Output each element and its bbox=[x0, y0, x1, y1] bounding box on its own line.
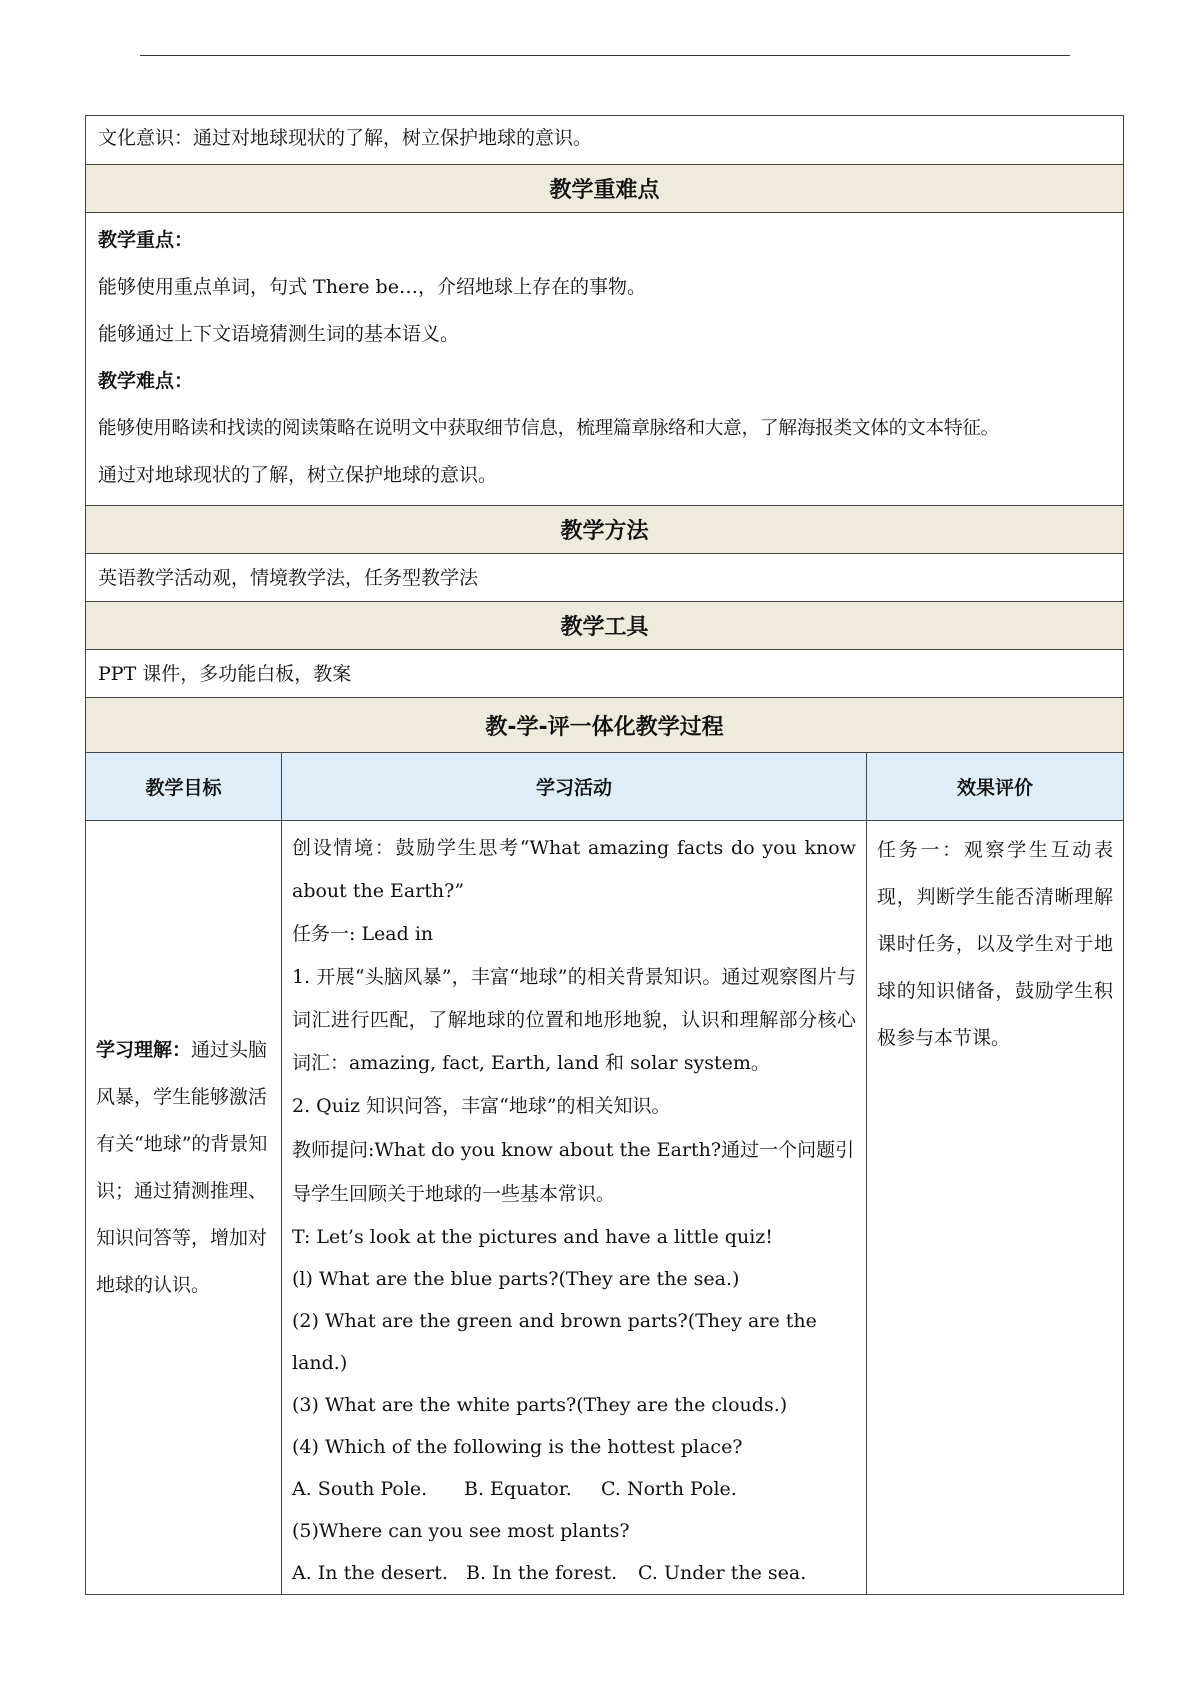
column-header-evaluation: 效果评价 bbox=[867, 753, 1124, 821]
focus-item: 能够通过上下文语境猜测生词的基本语义。 bbox=[98, 323, 460, 345]
key-points-row bbox=[86, 213, 1124, 506]
lesson-plan-table bbox=[85, 115, 1124, 1595]
section-title-key-points: 教学重难点 bbox=[86, 165, 1124, 213]
activity-line: 创设情境：鼓励学生思考“What amazing facts do you know about the Earth?” bbox=[292, 837, 856, 902]
lesson-plan-table-wrapper bbox=[85, 115, 1123, 1595]
activity-cell bbox=[282, 821, 867, 1595]
evaluation-cell: 任务一：观察学生互动表现，判断学生能否清晰理解课时任务，以及学生对于地球的知识储备，鼓励学生积极参与本节课。 bbox=[867, 821, 1124, 1595]
column-header-goal: 教学目标 bbox=[86, 753, 282, 821]
difficulty-item: 能够使用略读和找读的阅读策略在说明文中获取细节信息，梳理篇章脉络和大意，了解海报类文体的文本特征。 bbox=[98, 418, 999, 439]
header-rule bbox=[140, 55, 1070, 56]
difficulty-item: 通过对地球现状的了解，树立保护地球的意识。 bbox=[98, 464, 498, 486]
q4-options bbox=[292, 1468, 856, 1510]
q4-option: A. South Pole. bbox=[292, 1478, 428, 1500]
section-title-process: 教-学-评一体化教学过程 bbox=[86, 698, 1124, 753]
q4-option: B. Equator. bbox=[464, 1478, 572, 1500]
activity-line: 教师提问:What do you know about the Earth?通过一个问题引导学生回顾关于地球的一些基本常识。 bbox=[292, 1139, 855, 1205]
methods-text: 英语教学活动观，情境教学法，任务型教学法 bbox=[86, 554, 1124, 602]
goal-label: 学习理解： bbox=[96, 1039, 192, 1061]
goal-text: 通过头脑风暴，学生能够激活有关“地球”的背景知识；通过猜测推理、知识问答等，增加对地球的认识。 bbox=[96, 1039, 268, 1296]
activity-line: (l) What are the blue parts?(They are the sea.) bbox=[292, 1268, 740, 1290]
focus-item: 能够使用重点单词，句式 There be…，介绍地球上存在的事物。 bbox=[98, 276, 646, 298]
process-column-header-row bbox=[86, 753, 1124, 821]
activity-line: T: Let’s look at the pictures and have a little quiz! bbox=[292, 1226, 773, 1248]
tools-text: PPT 课件，多功能白板，教案 bbox=[86, 650, 1124, 698]
activity-line: (3) What are the white parts?(They are the clouds.) bbox=[292, 1394, 788, 1416]
q4-option: C. North Pole. bbox=[601, 1478, 737, 1500]
focus-label: 教学重点： bbox=[98, 229, 194, 251]
q5-option: C. Under the sea. bbox=[638, 1562, 807, 1584]
activity-line: (2) What are the green and brown parts?(They are the land.) bbox=[292, 1310, 817, 1374]
activity-line: 1. 开展“头脑风暴”，丰富“地球”的相关背景知识。通过观察图片与词汇进行匹配，了解地球的位置和地形地貌，认识和理解部分核心词汇：amazing, fact, Earth, land 和 solar system。 bbox=[292, 966, 856, 1074]
q5-options bbox=[292, 1552, 856, 1594]
section-title-tools: 教学工具 bbox=[86, 602, 1124, 650]
section-title-methods: 教学方法 bbox=[86, 506, 1124, 554]
q5-option: B. In the forest. bbox=[466, 1562, 618, 1584]
q5-question: (5)Where can you see most plants? bbox=[292, 1520, 630, 1542]
q5-option: A. In the desert. bbox=[292, 1562, 448, 1584]
culture-text: 文化意识：通过对地球现状的了解，树立保护地球的意识。 bbox=[86, 116, 1124, 165]
goal-cell bbox=[86, 821, 282, 1595]
activity-line: (4) Which of the following is the hottest place? bbox=[292, 1436, 743, 1458]
process-row bbox=[86, 821, 1124, 1595]
difficulty-label: 教学难点： bbox=[98, 370, 194, 392]
activity-line: 2. Quiz 知识问答，丰富“地球”的相关知识。 bbox=[292, 1095, 671, 1117]
column-header-activity: 学习活动 bbox=[282, 753, 867, 821]
activity-line: 任务一: Lead in bbox=[292, 923, 434, 945]
culture-row bbox=[86, 116, 1124, 165]
